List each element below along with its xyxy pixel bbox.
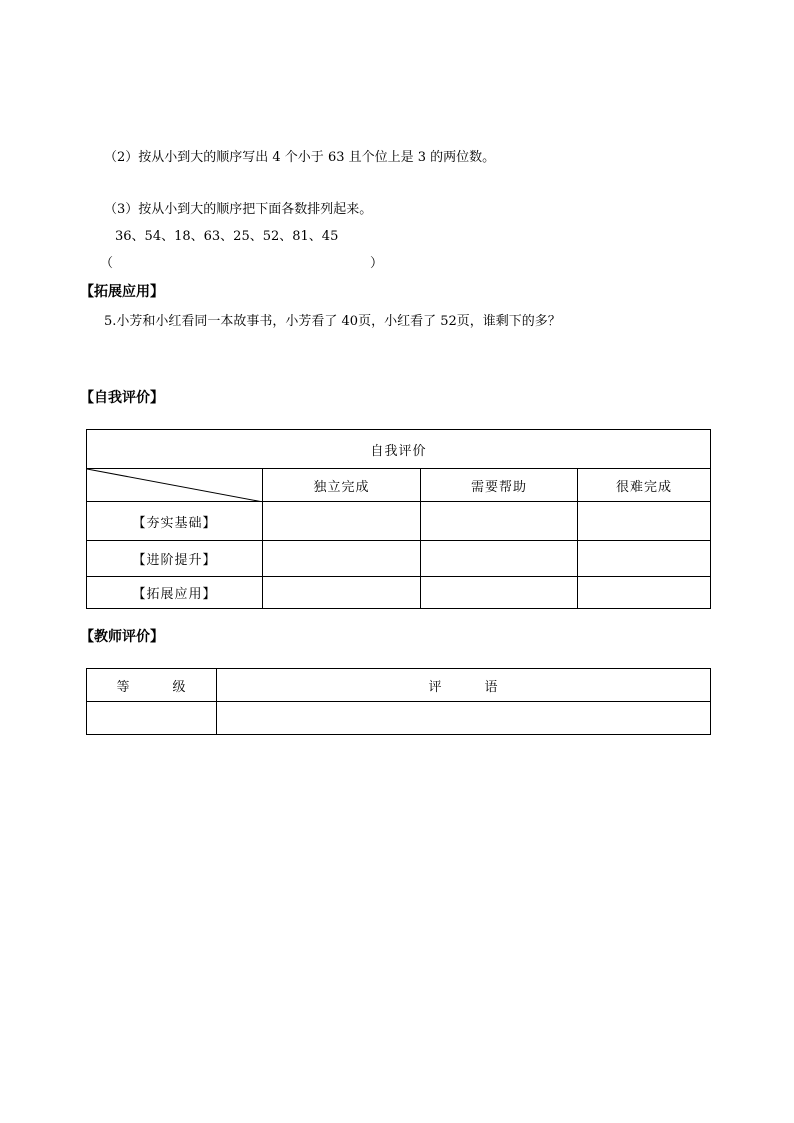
column-header-independent: 独立完成 <box>263 469 421 502</box>
grade-header: 等 级 <box>87 669 217 702</box>
comment-cell[interactable] <box>217 702 711 735</box>
answer-close-paren: ） <box>370 256 384 271</box>
teacher-evaluation-table <box>86 668 711 735</box>
grade-cell[interactable] <box>87 702 217 735</box>
table-cell[interactable] <box>578 541 711 577</box>
question-2: （2）按从小到大的顺序写出 4 个小于 63 且个位上是 3 的两位数。 <box>104 150 496 165</box>
table-cell[interactable] <box>578 577 711 609</box>
row-label-advanced: 【进阶提升】 <box>87 541 263 577</box>
column-header-need-help: 需要帮助 <box>421 469 578 502</box>
diagonal-header-cell <box>87 469 263 502</box>
column-header-hard: 很难完成 <box>578 469 711 502</box>
comment-header: 评 语 <box>217 669 711 702</box>
table-cell[interactable] <box>263 502 421 541</box>
question-5: 5.小芳和小红看同一本故事书，小芳看了 40页，小红看了 52页，谁剩下的多？ <box>104 314 561 329</box>
self-eval-table-title: 自我评价 <box>87 430 711 469</box>
self-evaluation-table <box>86 429 711 609</box>
table-cell[interactable] <box>578 502 711 541</box>
table-cell[interactable] <box>421 577 578 609</box>
table-cell[interactable] <box>421 541 578 577</box>
number-list: 36、54、18、63、25、52、81、45 <box>115 229 339 244</box>
diagonal-line <box>87 469 263 502</box>
question-3: （3）按从小到大的顺序把下面各数排列起来。 <box>104 202 373 217</box>
row-label-basic: 【夯实基础】 <box>87 502 263 541</box>
table-cell[interactable] <box>263 577 421 609</box>
section-heading-self-evaluation: 【自我评价】 <box>80 390 164 406</box>
answer-open-paren: （ <box>100 256 114 271</box>
section-heading-expand: 【拓展应用】 <box>80 284 164 300</box>
row-label-expand: 【拓展应用】 <box>87 577 263 609</box>
table-cell[interactable] <box>263 541 421 577</box>
section-heading-teacher-evaluation: 【教师评价】 <box>80 629 164 645</box>
table-cell[interactable] <box>421 502 578 541</box>
